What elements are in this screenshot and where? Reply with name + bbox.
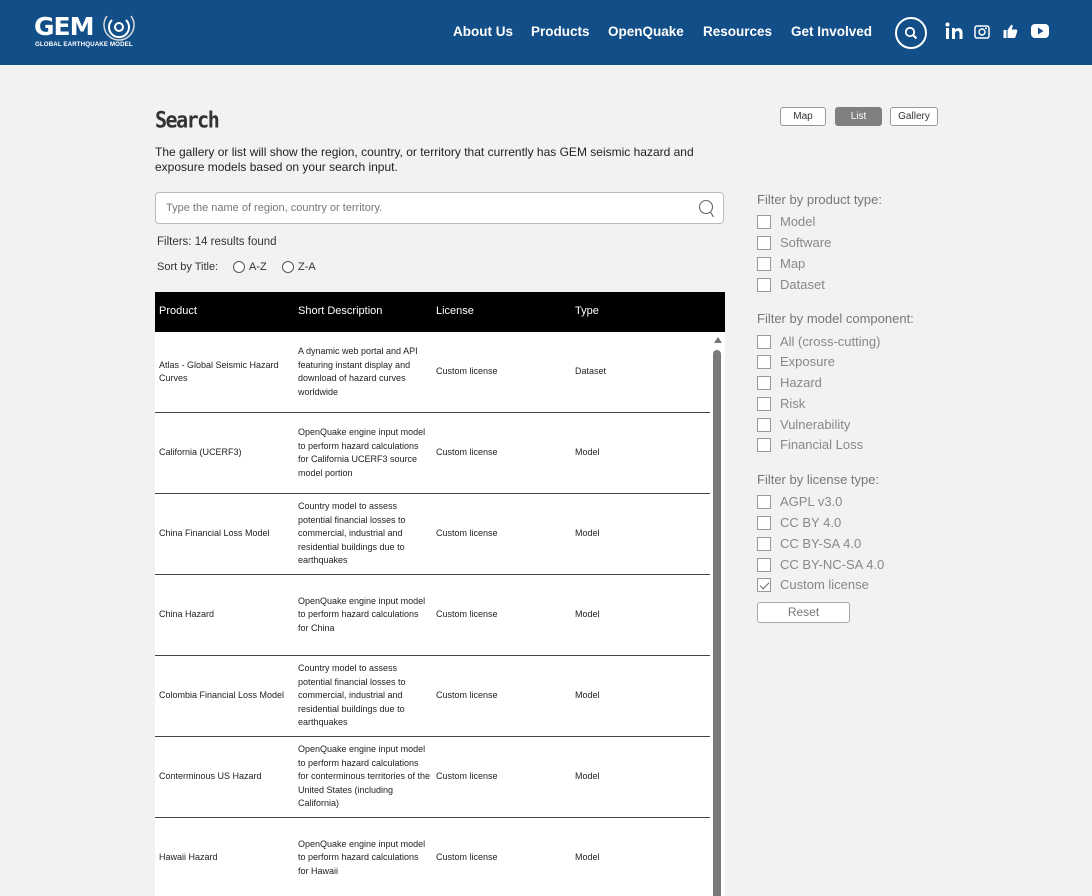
filter-label[interactable]: AGPL v3.0 xyxy=(780,494,843,509)
table-row[interactable] xyxy=(155,494,710,575)
column-short-description[interactable]: Short Description xyxy=(298,305,383,317)
cell-description: OpenQuake engine input model to perform hazard calculations for California UCERF3 source model portion xyxy=(298,427,426,478)
filter-checkbox[interactable] xyxy=(757,335,771,349)
cell-license: Custom license xyxy=(436,609,498,620)
filter-label[interactable]: Financial Loss xyxy=(780,437,864,452)
nav-openquake[interactable]: OpenQuake xyxy=(608,24,684,39)
nav-resources[interactable]: Resources xyxy=(703,24,773,39)
intro-text: The gallery or list will show the region, country, or territory that currently has GEM seismic hazard and exposure models based on your search input. xyxy=(155,145,694,174)
filter-all-cross-cutting[interactable] xyxy=(757,334,937,350)
filter-checkbox[interactable] xyxy=(757,418,771,432)
nav-about-us[interactable]: About Us xyxy=(453,24,513,39)
column-license[interactable]: License xyxy=(436,305,474,317)
table-row[interactable] xyxy=(155,413,710,494)
scroll-thumb[interactable] xyxy=(713,350,721,896)
filter-cc-by-sa-4[interactable] xyxy=(757,536,937,552)
cell-product[interactable]: Atlas - Global Seismic Hazard Curves xyxy=(159,359,279,383)
filter-cc-by-nc-sa-4[interactable] xyxy=(757,557,937,573)
cell-type: Dataset xyxy=(575,366,607,377)
search-box[interactable] xyxy=(155,192,724,224)
cell-type: Model xyxy=(575,690,600,701)
filter-label[interactable]: Custom license xyxy=(780,577,869,592)
results-table xyxy=(155,332,725,896)
cell-description: Country model to assess potential financial losses to commercial, industrial and residential buildings due to earthquakes xyxy=(298,663,406,728)
table-scrollbar[interactable] xyxy=(711,332,725,896)
cell-license: Custom license xyxy=(436,366,498,377)
filter-label[interactable]: Exposure xyxy=(780,354,835,369)
filter-checkbox[interactable] xyxy=(757,257,771,271)
cell-license: Custom license xyxy=(436,852,498,863)
filter-license-type-title: Filter by license type: xyxy=(757,472,880,487)
reset-button[interactable]: Reset xyxy=(757,602,850,623)
sort-za-label[interactable]: Z-A xyxy=(298,261,316,273)
column-type[interactable]: Type xyxy=(575,305,599,317)
filter-checkbox[interactable] xyxy=(757,495,771,509)
sort-za-radio[interactable] xyxy=(282,261,294,273)
filter-label[interactable]: Map xyxy=(780,256,806,271)
cell-description: OpenQuake engine input model to perform hazard calculations for Hawaii xyxy=(298,838,426,876)
view-gallery-button[interactable]: Gallery xyxy=(890,107,938,126)
cell-license: Custom license xyxy=(436,447,498,458)
cell-description: Country model to assess potential financial losses to commercial, industrial and residential buildings due to earthquakes xyxy=(298,501,406,566)
filter-product-type-title: Filter by product type: xyxy=(757,192,882,207)
filter-financial-loss[interactable] xyxy=(757,437,937,453)
filter-label[interactable]: Vulnerability xyxy=(780,417,851,432)
site-header xyxy=(0,0,1092,65)
filter-map[interactable] xyxy=(757,256,937,272)
cell-description: A dynamic web portal and API featuring instant display and download of hazard curves worldwide xyxy=(298,346,418,397)
results-count: Filters: 14 results found xyxy=(157,236,277,248)
table-header xyxy=(155,292,725,332)
cell-license: Custom license xyxy=(436,771,498,782)
cell-product[interactable]: China Financial Loss Model xyxy=(159,528,270,539)
filter-checkbox[interactable] xyxy=(757,236,771,250)
filter-cc-by-4[interactable] xyxy=(757,515,937,531)
filter-label[interactable]: Risk xyxy=(780,396,806,411)
cell-description: OpenQuake engine input model to perform hazard calculations for conterminous territories of the United States (including California) xyxy=(298,744,431,809)
filter-checkbox[interactable] xyxy=(757,397,771,411)
view-map-button[interactable]: Map xyxy=(780,107,826,126)
logo-rings-icon xyxy=(102,12,142,42)
filter-checkbox[interactable] xyxy=(757,215,771,229)
logo-text: GEM xyxy=(34,12,94,41)
instagram-icon[interactable] xyxy=(974,25,990,39)
filter-checkbox[interactable] xyxy=(757,558,771,572)
filter-checkbox-checked[interactable] xyxy=(757,578,771,592)
search-icon[interactable] xyxy=(696,198,716,220)
nav-get-involved[interactable]: Get Involved xyxy=(791,24,873,39)
table-row[interactable] xyxy=(155,656,710,737)
cell-type: Model xyxy=(575,447,600,458)
column-product[interactable]: Product xyxy=(159,305,197,317)
filter-label[interactable]: All (cross-cutting) xyxy=(780,334,881,349)
nav-products[interactable]: Products xyxy=(531,24,590,39)
facebook-like-icon[interactable] xyxy=(1003,24,1018,39)
filter-label[interactable]: Hazard xyxy=(780,375,822,390)
filter-label[interactable]: Model xyxy=(780,214,816,229)
youtube-icon[interactable] xyxy=(1031,24,1049,38)
filter-label[interactable]: Dataset xyxy=(780,277,825,292)
search-icon xyxy=(904,26,918,40)
cell-type: Model xyxy=(575,771,600,782)
page-title: Search xyxy=(155,106,219,133)
table-row[interactable] xyxy=(155,818,710,896)
filter-checkbox[interactable] xyxy=(757,355,771,369)
cell-product[interactable]: Conterminous US Hazard xyxy=(159,771,262,782)
filter-exposure[interactable] xyxy=(757,354,937,370)
cell-type: Model xyxy=(575,852,600,863)
logo-subtitle: GLOBAL EARTHQUAKE MODEL xyxy=(35,41,133,48)
cell-type: Model xyxy=(575,609,600,620)
linkedin-icon[interactable] xyxy=(945,22,964,41)
filter-model-component-title: Filter by model component: xyxy=(757,311,914,326)
filter-custom-license[interactable] xyxy=(757,577,937,593)
cell-license: Custom license xyxy=(436,528,498,539)
filter-software[interactable] xyxy=(757,235,937,251)
cell-type: Model xyxy=(575,528,600,539)
filter-hazard[interactable] xyxy=(757,375,937,391)
cell-product[interactable]: Colombia Financial Loss Model xyxy=(159,690,285,701)
cell-product[interactable]: California (UCERF3) xyxy=(159,447,242,458)
filter-label[interactable]: CC BY 4.0 xyxy=(780,515,842,530)
filter-agpl-v3[interactable] xyxy=(757,494,937,510)
filter-label[interactable]: CC BY-SA 4.0 xyxy=(780,536,862,551)
cell-description: OpenQuake engine input model to perform hazard calculations for China xyxy=(298,595,426,633)
table-row[interactable] xyxy=(155,737,710,818)
sort-az-radio[interactable] xyxy=(233,261,245,273)
table-row[interactable] xyxy=(155,332,710,413)
filter-label[interactable]: CC BY-NC-SA 4.0 xyxy=(780,557,885,572)
table-row[interactable] xyxy=(155,575,710,656)
filter-vulnerability[interactable] xyxy=(757,417,937,433)
filter-risk[interactable] xyxy=(757,396,937,412)
filter-checkbox[interactable] xyxy=(757,438,771,452)
scroll-up-arrow-icon[interactable] xyxy=(714,337,722,343)
cell-product[interactable]: Hawaii Hazard xyxy=(159,852,218,863)
cell-product[interactable]: China Hazard xyxy=(159,609,215,620)
gem-logo[interactable] xyxy=(34,12,144,52)
filter-checkbox[interactable] xyxy=(757,376,771,390)
filter-checkbox[interactable] xyxy=(757,278,771,292)
filter-label[interactable]: Software xyxy=(780,235,832,250)
sort-label: Sort by Title: xyxy=(157,261,219,273)
sort-az-label[interactable]: A-Z xyxy=(249,261,267,273)
filter-model[interactable] xyxy=(757,214,937,230)
cell-license: Custom license xyxy=(436,690,498,701)
search-input[interactable] xyxy=(166,200,686,216)
header-search-button[interactable] xyxy=(895,17,927,49)
view-list-button[interactable]: List xyxy=(835,107,882,126)
filter-dataset[interactable] xyxy=(757,277,937,293)
filter-checkbox[interactable] xyxy=(757,516,771,530)
filter-checkbox[interactable] xyxy=(757,537,771,551)
